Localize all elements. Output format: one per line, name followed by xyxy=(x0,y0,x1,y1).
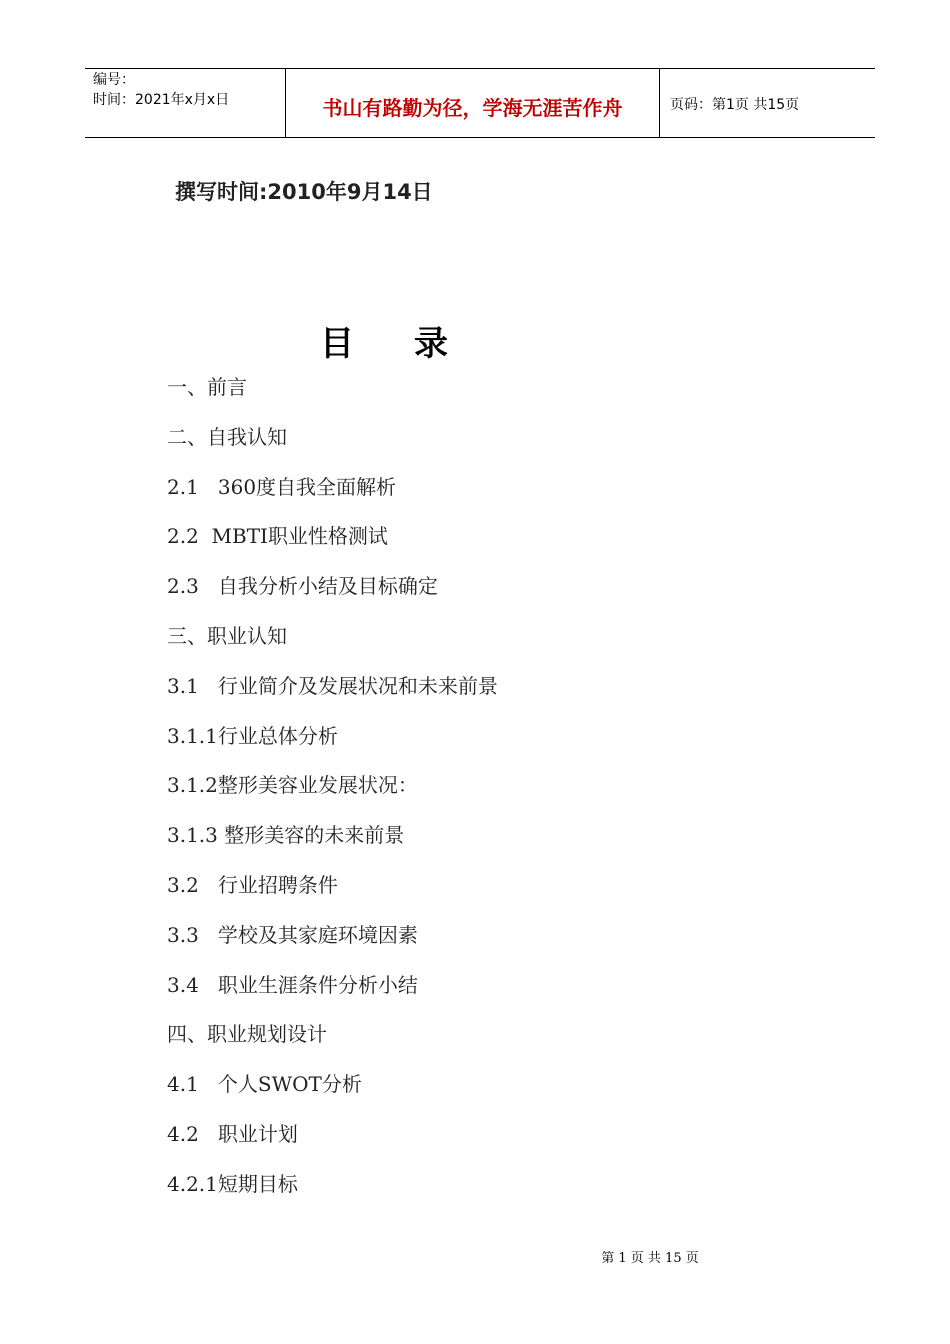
toc-item: 一、前言 xyxy=(167,375,247,399)
toc-list xyxy=(167,370,817,1217)
toc-item: 4.2.1短期目标 xyxy=(167,1171,298,1196)
toc-item: 三、职业认知 xyxy=(167,623,287,648)
toc-item: 2.3 自我分析小结及目标确定 xyxy=(167,574,438,599)
doc-number-label: 编号： xyxy=(93,72,135,88)
header-motto: 书山有路勤为径，学海无涯苦作舟 xyxy=(322,96,623,120)
toc-item: 3.4 职业生涯条件分析小结 xyxy=(167,972,418,997)
header-motto-cell xyxy=(286,69,660,137)
toc-item: 3.1.1行业总体分析 xyxy=(167,723,338,748)
toc-item: 4.1 个人SWOT分析 xyxy=(167,1072,362,1097)
toc-item: 3.3 学校及其家庭环境因素 xyxy=(167,922,418,947)
toc-item: 3.1.2整形美容业发展状况： xyxy=(167,773,418,798)
header-table xyxy=(85,68,875,138)
header-page-number: 页码：第1页 共15页 xyxy=(670,97,800,113)
toc-item: 2.1 360度自我全面解析 xyxy=(167,474,397,499)
toc-item: 4.2 职业计划 xyxy=(167,1121,298,1146)
toc-item: 3.2 行业招聘条件 xyxy=(167,872,338,897)
written-time: 撰写时间:2010年9月14日 xyxy=(175,180,433,204)
doc-date-label: 时间：2021年x月x日 xyxy=(93,92,230,108)
header-page-cell xyxy=(660,69,875,137)
header-meta-cell xyxy=(85,69,286,137)
toc-item: 3.1 行业简介及发展状况和未来前景 xyxy=(167,673,498,698)
footer-page-number: 第 1 页 共 15 页 xyxy=(601,1251,699,1266)
toc-item: 四、职业规划设计 xyxy=(167,1022,327,1047)
toc-title: 目录 xyxy=(320,324,508,364)
toc-item: 二、自我认知 xyxy=(167,424,287,449)
page-footer xyxy=(0,1247,950,1266)
toc-item: 2.2 MBTI职业性格测试 xyxy=(167,524,388,549)
toc-item: 3.1.3 整形美容的未来前景 xyxy=(167,823,405,848)
